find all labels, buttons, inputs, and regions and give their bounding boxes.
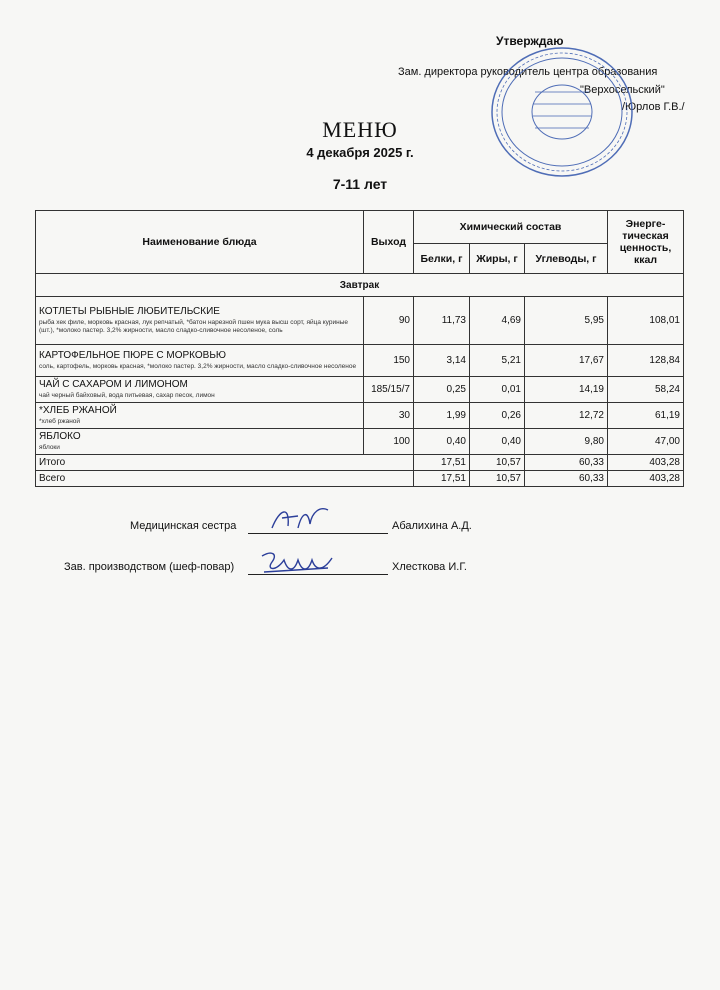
dish-fat: 0,26 <box>470 403 525 429</box>
dish-ingredients: соль, картофель, морковь красная, *молоко пастер. 3,2% жирности, масло сладко-сливочное несоленое <box>39 363 357 370</box>
dish-output: 30 <box>364 403 414 429</box>
approval-position: Зам. директора руководитель центра образования <box>398 66 658 78</box>
dish-protein: 1,99 <box>414 403 470 429</box>
menu-title: МЕНЮ <box>322 117 398 142</box>
dish-fat: 0,01 <box>470 377 525 403</box>
col-header-protein: Белки, г <box>414 244 470 274</box>
dish-output: 150 <box>364 345 414 377</box>
approval-name: /Юрлов Г.В./ <box>622 101 685 113</box>
dish-fat: 5,21 <box>470 345 525 377</box>
total-energy: 403,28 <box>608 471 684 487</box>
dish-name: КАРТОФЕЛЬНОЕ ПЮРЕ С МОРКОВЬЮ <box>39 350 227 361</box>
nurse-signature-icon <box>268 502 338 534</box>
dish-name: ЧАЙ С САХАРОМ И ЛИМОНОМ <box>39 379 188 390</box>
total-fat: 10,57 <box>470 471 525 487</box>
total-carbs: 60,33 <box>525 471 608 487</box>
menu-date: 4 декабря 2025 г. <box>306 145 414 160</box>
subtotal-protein: 17,51 <box>414 455 470 471</box>
dish-ingredients: чай черный байховый, вода питьевая, сахар песок, лимон <box>39 392 215 399</box>
table-row <box>36 345 684 377</box>
dish-name: *ХЛЕБ РЖАНОЙ <box>39 405 117 416</box>
age-group: 7-11 лет <box>332 176 388 192</box>
dish-carbs: 17,67 <box>525 345 608 377</box>
chef-signature-icon <box>258 548 338 578</box>
col-header-name: Наименование блюда <box>36 211 364 274</box>
table-row <box>36 377 684 403</box>
nurse-label: Медицинская сестра <box>130 520 237 532</box>
dish-output: 185/15/7 <box>364 377 414 403</box>
col-header-chem: Химический состав <box>414 211 608 244</box>
table-row <box>36 403 684 429</box>
dish-carbs: 5,95 <box>525 297 608 345</box>
approval-title: Утверждаю <box>496 34 564 48</box>
subtotal-energy: 403,28 <box>608 455 684 471</box>
section-breakfast: Завтрак <box>36 274 684 297</box>
dish-fat: 4,69 <box>470 297 525 345</box>
dish-carbs: 14,19 <box>525 377 608 403</box>
total-protein: 17,51 <box>414 471 470 487</box>
total-label: Всего <box>36 471 414 487</box>
dish-name: КОТЛЕТЫ РЫБНЫЕ ЛЮБИТЕЛЬСКИЕ <box>39 306 220 317</box>
dish-protein: 11,73 <box>414 297 470 345</box>
col-header-energy: Энерге-тическая ценность, ккал <box>608 211 684 274</box>
dish-output: 100 <box>364 429 414 455</box>
approval-org: "Верхосельский" <box>580 84 665 96</box>
dish-fat: 0,40 <box>470 429 525 455</box>
col-header-output: Выход <box>364 211 414 274</box>
subtotal-label: Итого <box>36 455 414 471</box>
chef-name: Хлесткова И.Г. <box>392 561 467 573</box>
dish-output: 90 <box>364 297 414 345</box>
subtotal-carbs: 60,33 <box>525 455 608 471</box>
menu-table <box>35 210 684 487</box>
subtotal-fat: 10,57 <box>470 455 525 471</box>
dish-protein: 0,25 <box>414 377 470 403</box>
table-row <box>36 429 684 455</box>
col-header-carbs: Углеводы, г <box>525 244 608 274</box>
dish-energy: 128,84 <box>608 345 684 377</box>
dish-ingredients: яблоки <box>39 444 60 451</box>
dish-energy: 108,01 <box>608 297 684 345</box>
dish-energy: 61,19 <box>608 403 684 429</box>
dish-protein: 0,40 <box>414 429 470 455</box>
nurse-name: Абалихина А.Д. <box>392 520 472 532</box>
dish-energy: 58,24 <box>608 377 684 403</box>
dish-ingredients: *хлеб ржаной <box>39 418 81 425</box>
chef-label: Зав. производством (шеф-повар) <box>64 561 235 573</box>
dish-ingredients: рыба хек филе, морковь красная, лук репчатый, *батон нарезной пшен мука высш сорт, яйца куриные (шт.), *молоко пастер. 3,2% жирности, масло сладко-сливочное несоленое, соль <box>39 319 348 334</box>
dish-carbs: 9,80 <box>525 429 608 455</box>
table-row <box>36 297 684 345</box>
subtotal-row <box>36 455 684 471</box>
dish-energy: 47,00 <box>608 429 684 455</box>
stamp-seal-icon <box>487 42 637 182</box>
col-header-fat: Жиры, г <box>470 244 525 274</box>
dish-protein: 3,14 <box>414 345 470 377</box>
dish-name: ЯБЛОКО <box>39 431 81 442</box>
dish-carbs: 12,72 <box>525 403 608 429</box>
total-row <box>36 471 684 487</box>
